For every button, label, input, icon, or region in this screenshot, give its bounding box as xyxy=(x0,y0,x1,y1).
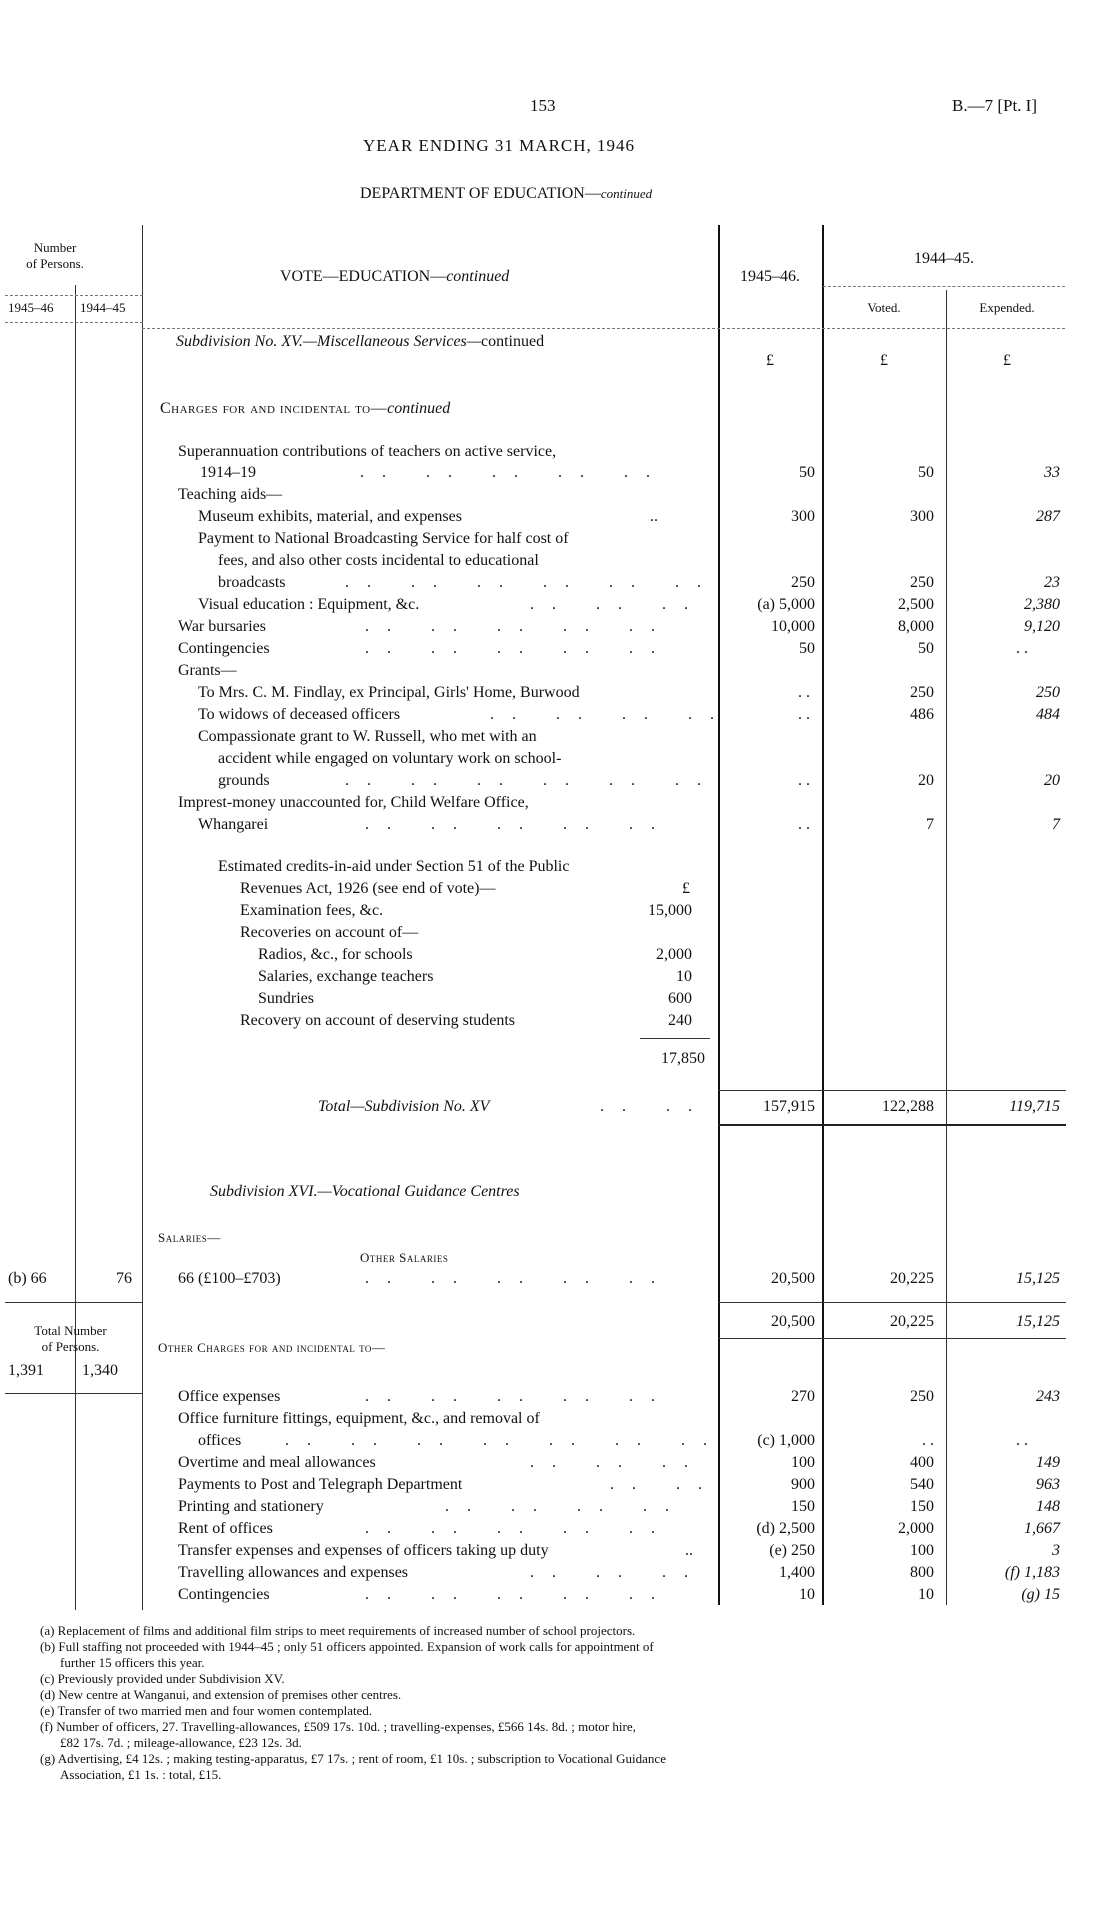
other-salaries-heading: Other Salaries xyxy=(360,1250,449,1265)
leader-dots: .. xyxy=(685,1542,693,1559)
cell-expended: 1,667 xyxy=(1024,1520,1060,1537)
cell-voted: 50 xyxy=(918,464,934,481)
cell-1946: 250 xyxy=(791,574,815,591)
cell-1946: . . xyxy=(798,706,810,723)
total-xv-label: Total—Subdivision No. XV xyxy=(318,1098,490,1115)
col-expended-divider xyxy=(946,290,947,1605)
cell-1946: . . xyxy=(798,772,810,789)
cell-voted: 400 xyxy=(910,1454,934,1471)
row-label: offices xyxy=(198,1432,242,1449)
credit-value: 2,000 xyxy=(656,946,692,963)
leader-dots: .. .. .. xyxy=(530,1564,706,1581)
footnote: further 15 officers this year. xyxy=(60,1655,205,1670)
credit-label: Recoveries on account of— xyxy=(240,924,419,941)
cell-voted: 100 xyxy=(910,1542,934,1559)
persons-header-rule xyxy=(5,295,143,296)
cell-1946: 50 xyxy=(799,640,815,657)
row-label: accident while engaged on voluntary work on school- xyxy=(218,750,562,767)
other-charges-heading: Other Charges for and incidental to— xyxy=(158,1340,386,1355)
leader-dots: .. .. .. .. .. xyxy=(365,640,673,657)
cell-expended: . . xyxy=(1016,640,1028,657)
total-xv-top-rule xyxy=(718,1090,1066,1091)
footnote: (e) Transfer of two married men and four women contemplated. xyxy=(40,1703,373,1718)
leader-dots: .. .. .. .. .. .. .. xyxy=(285,1432,725,1449)
credits-total-rule xyxy=(640,1038,710,1039)
cell-1946: 10 xyxy=(799,1586,815,1603)
row-label: Travelling allowances and expenses xyxy=(178,1564,409,1581)
footnote: (f) Number of officers, 27. Travelling-allowances, £509 17s. 10d. ; travelling-expenses, £566 14s. 8d. ; motor hire, xyxy=(40,1719,636,1734)
persons-col-1944: 1944–45 xyxy=(80,300,126,315)
salary-expended: 15,125 xyxy=(1016,1270,1060,1287)
cell-expended: (f) 1,183 xyxy=(1004,1564,1060,1581)
cell-1946: . . xyxy=(798,684,810,701)
row-label: Whangarei xyxy=(198,816,269,833)
cell-voted: 7 xyxy=(926,816,934,833)
cell-expended: 20 xyxy=(1044,772,1060,789)
persons-header-rule-2 xyxy=(5,322,143,323)
total-xv-bottom-rule xyxy=(718,1124,1066,1126)
header-rule-1944 xyxy=(823,286,1065,287)
header-rule xyxy=(142,328,1065,329)
left-column-divider xyxy=(75,285,76,1610)
label-column-divider xyxy=(142,225,143,1610)
leader-dots: .. .. .. .. .. .. xyxy=(345,772,719,789)
department-heading: DEPARTMENT OF EDUCATION—continued xyxy=(360,185,653,202)
credit-value: 10 xyxy=(676,968,692,985)
row-label: Office furniture fittings, equipment, &c., and removal of xyxy=(178,1410,540,1427)
cell-expended: 243 xyxy=(1036,1388,1060,1405)
cell-expended: . . xyxy=(1016,1432,1028,1449)
row-label: Superannuation contributions of teachers on active service, xyxy=(178,443,557,460)
pound-voted: £ xyxy=(880,352,888,369)
credit-value: 240 xyxy=(668,1012,692,1029)
cell-1946: 10,000 xyxy=(771,618,815,635)
total-xv-1946: 157,915 xyxy=(763,1098,815,1115)
page-title: YEAR ENDING 31 MARCH, 1946 xyxy=(363,136,636,155)
credits-pound: £ xyxy=(682,880,690,897)
footnote: £82 17s. 7d. ; mileage-allowance, £23 12s. 3d. xyxy=(60,1735,302,1750)
row-label: Printing and stationery xyxy=(178,1498,324,1515)
cell-voted: 250 xyxy=(910,684,934,701)
credits-title-2: Revenues Act, 1926 (see end of vote)— xyxy=(240,880,496,897)
leader-dots: .. .. .. .. .. xyxy=(365,1270,673,1287)
persons-row-1945: (b) 66 xyxy=(8,1270,47,1287)
salaries-heading: Salaries— xyxy=(158,1230,221,1245)
persons-total-1944: 1,340 xyxy=(82,1362,118,1379)
salary-total-bottom-rule xyxy=(718,1338,1066,1339)
cell-expended: 484 xyxy=(1036,706,1060,723)
row-label: grounds xyxy=(218,772,270,789)
row-label: Teaching aids— xyxy=(178,486,283,503)
cell-voted: 2,500 xyxy=(898,596,934,613)
total-xv-voted: 122,288 xyxy=(882,1098,934,1115)
col-1945-header: 1945–46. xyxy=(740,268,800,285)
col-1944-header: 1944–45. xyxy=(914,250,974,267)
cell-expended: 149 xyxy=(1036,1454,1060,1471)
row-label: To Mrs. C. M. Findlay, ex Principal, Girls' Home, Burwood xyxy=(198,684,580,701)
cell-voted: 50 xyxy=(918,640,934,657)
persons-total-1945: 1,391 xyxy=(8,1362,44,1379)
leader-dots: .. .. xyxy=(610,1476,720,1493)
footnote: (g) Advertising, £4 12s. ; making testing-apparatus, £7 17s. ; rent of room, £1 10s. ; subscription to Vocational Guidance xyxy=(40,1751,666,1766)
cell-expended: 287 xyxy=(1036,508,1060,525)
row-label: Museum exhibits, material, and expenses xyxy=(198,508,462,525)
salary-total-expended: 15,125 xyxy=(1016,1313,1060,1330)
cell-1946: 50 xyxy=(799,464,815,481)
row-label: 1914–19 xyxy=(200,464,256,481)
credits-total: 17,850 xyxy=(661,1050,705,1067)
cell-1946: 900 xyxy=(791,1476,815,1493)
cell-expended: 23 xyxy=(1044,574,1060,591)
salary-total-rule xyxy=(718,1302,1066,1303)
cell-1946: 1,400 xyxy=(779,1564,815,1581)
cell-voted: 8,000 xyxy=(898,618,934,635)
cell-voted: 20 xyxy=(918,772,934,789)
cell-1946: 300 xyxy=(791,508,815,525)
row-label: To widows of deceased officers xyxy=(198,706,401,723)
row-label: Grants— xyxy=(178,662,237,679)
cell-voted: 150 xyxy=(910,1498,934,1515)
footnote: (a) Replacement of films and additional film strips to meet requirements of increased number of school projectors. xyxy=(40,1623,636,1638)
cell-1946: (e) 250 xyxy=(769,1542,815,1559)
leader-dots: .. .. .. xyxy=(530,596,706,613)
leader-dots: .. xyxy=(650,508,658,525)
vote-heading: VOTE—EDUCATION—continued xyxy=(280,268,510,285)
cell-voted: 300 xyxy=(910,508,934,525)
credits-title: Estimated credits-in-aid under Section 51 of the Public xyxy=(218,858,570,875)
cell-expended: 33 xyxy=(1044,464,1060,481)
footnote: Association, £1 1s. : total, £15. xyxy=(60,1767,222,1782)
leader-dots: .. .. .. .. .. xyxy=(365,816,673,833)
page-number: 153 xyxy=(530,96,556,115)
leader-dots: .. .. .. .. .. .. xyxy=(345,574,719,591)
footnote: (b) Full staffing not proceeded with 1944–45 ; only 51 officers appointed. Expansion of work calls for appointment of xyxy=(40,1639,654,1654)
cell-expended: 148 xyxy=(1036,1498,1060,1515)
salary-voted: 20,225 xyxy=(890,1270,934,1287)
charges-heading: Charges for and incidental to—continued xyxy=(160,400,451,417)
row-label: Payment to National Broadcasting Service for half cost of xyxy=(198,530,569,547)
row-label: Overtime and meal allowances xyxy=(178,1454,376,1471)
row-label: Imprest-money unaccounted for, Child Welfare Office, xyxy=(178,794,529,811)
salary-total-voted: 20,225 xyxy=(890,1313,934,1330)
leader-dots: .. .. .. .. .. xyxy=(365,1520,673,1537)
credit-label: Salaries, exchange teachers xyxy=(258,968,434,985)
cell-1946: 100 xyxy=(791,1454,815,1471)
col-expended-header: Expended. xyxy=(979,300,1035,315)
cell-expended: 9,120 xyxy=(1024,618,1060,635)
row-label: Transfer expenses and expenses of officers taking up duty xyxy=(178,1542,549,1559)
cell-expended: 963 xyxy=(1036,1476,1060,1493)
cell-1946: . . xyxy=(798,816,810,833)
cell-1946: (a) 5,000 xyxy=(757,596,815,613)
cell-voted: 10 xyxy=(918,1586,934,1603)
persons-row-1944: 76 xyxy=(116,1270,132,1287)
pound-1945: £ xyxy=(766,352,774,369)
row-label: fees, and also other costs incidental to educational xyxy=(218,552,539,569)
row-label: War bursaries xyxy=(178,618,267,635)
cell-1946: (c) 1,000 xyxy=(757,1432,815,1449)
cell-1946: 150 xyxy=(791,1498,815,1515)
row-label: Payments to Post and Telegraph Department xyxy=(178,1476,463,1493)
salary-row-label: 66 (£100–£703) xyxy=(178,1270,281,1287)
persons-total-label: Total Number of Persons. xyxy=(34,1323,107,1354)
footnote: (c) Previously provided under Subdivision XV. xyxy=(40,1671,285,1686)
cell-expended: 250 xyxy=(1036,684,1060,701)
row-label: Rent of offices xyxy=(178,1520,273,1537)
cell-1946: (d) 2,500 xyxy=(756,1520,815,1537)
row-label: Visual education : Equipment, &c. xyxy=(198,596,420,613)
cell-voted: 250 xyxy=(910,1388,934,1405)
cell-voted: 2,000 xyxy=(898,1520,934,1537)
credit-label: Sundries xyxy=(258,990,314,1007)
cell-voted: 486 xyxy=(910,706,934,723)
cell-1946: 270 xyxy=(791,1388,815,1405)
document-reference: B.—7 [Pt. I] xyxy=(952,96,1037,115)
cell-voted: 540 xyxy=(910,1476,934,1493)
leader-dots: .. .. .. .. .. xyxy=(360,464,668,481)
credit-label: Recovery on account of deserving students xyxy=(240,1012,516,1029)
leader-dots: .. .. .. .. xyxy=(445,1498,687,1515)
credit-value: 15,000 xyxy=(648,902,692,919)
leader-dots: .. .. .. .. xyxy=(490,706,732,723)
leader-dots: .. .. xyxy=(600,1098,710,1115)
persons-label: Number of Persons. xyxy=(26,240,84,271)
persons-total-rule xyxy=(5,1302,143,1303)
leader-dots: .. .. .. xyxy=(530,1454,706,1471)
leader-dots: .. .. .. .. .. xyxy=(365,1388,673,1405)
cell-expended: 2,380 xyxy=(1024,596,1060,613)
cell-expended: 7 xyxy=(1052,816,1060,833)
persons-total-bottom-rule xyxy=(5,1393,143,1394)
footnote: (d) New centre at Wanganui, and extension of premises other centres. xyxy=(40,1687,402,1702)
col-voted-header: Voted. xyxy=(867,300,901,315)
row-label: Contingencies xyxy=(178,1586,270,1603)
total-xv-expended: 119,715 xyxy=(1009,1098,1060,1115)
leader-dots: .. .. .. .. .. xyxy=(365,618,673,635)
subdivision-xvi-heading: Subdivision XVI.—Vocational Guidance Centres xyxy=(210,1183,520,1200)
cell-expended: (g) 15 xyxy=(1021,1586,1060,1603)
salary-1946: 20,500 xyxy=(771,1270,815,1287)
cell-voted: 800 xyxy=(910,1564,934,1581)
credit-label: Examination fees, &c. xyxy=(240,902,384,919)
salary-total-1946: 20,500 xyxy=(771,1313,815,1330)
row-label: Compassionate grant to W. Russell, who met with an xyxy=(198,728,537,745)
row-label: Office expenses xyxy=(178,1388,281,1405)
cell-voted: . . xyxy=(922,1432,934,1449)
persons-col-1945: 1945–46 xyxy=(8,300,54,315)
cell-expended: 3 xyxy=(1052,1542,1060,1559)
row-label: Contingencies xyxy=(178,640,270,657)
leader-dots: .. .. .. .. .. xyxy=(365,1586,673,1603)
credit-label: Radios, &c., for schools xyxy=(258,946,413,963)
credit-value: 600 xyxy=(668,990,692,1007)
row-label: broadcasts xyxy=(218,574,286,591)
cell-voted: 250 xyxy=(910,574,934,591)
subdivision-xv-heading: Subdivision No. XV.—Miscellaneous Services—continued xyxy=(176,333,545,350)
pound-expended: £ xyxy=(1003,352,1011,369)
